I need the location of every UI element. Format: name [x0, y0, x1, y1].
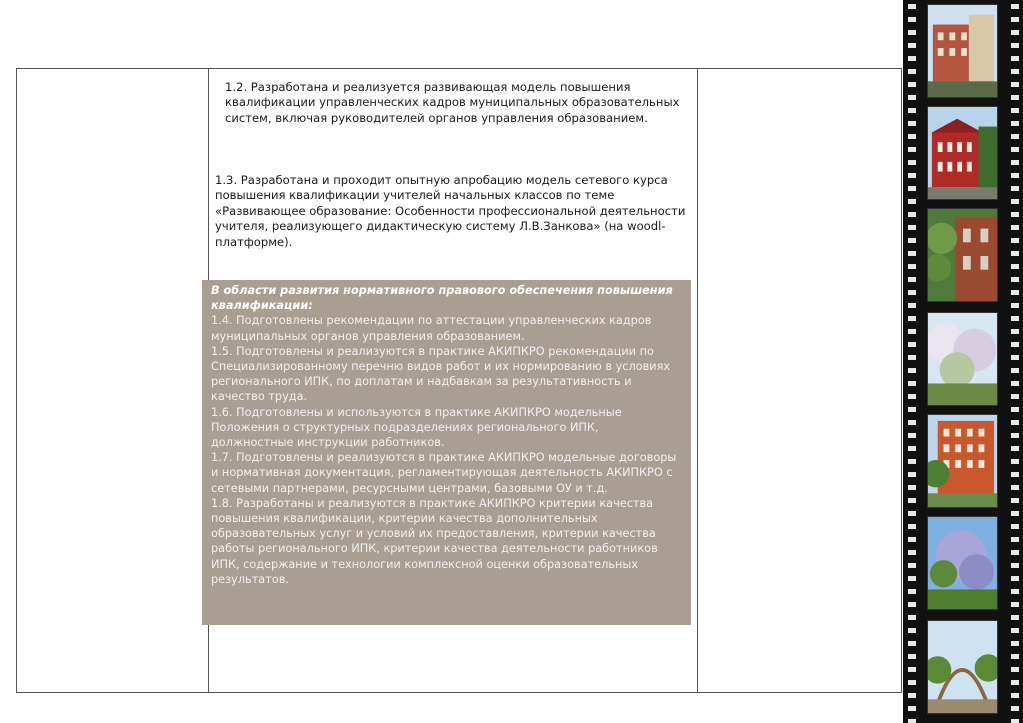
institute-building-photo — [927, 414, 998, 508]
park-arch-photo — [927, 620, 998, 714]
table-column-divider — [697, 69, 698, 692]
blossom-trees-photo — [927, 312, 998, 406]
list-item: 1.7. Подготовлены и реализуются в практике АКИПКРО модельные договоры и нормативная документация, регламентирующая деятельность АКИПКРО с сетевыми партнерами, ресурсными центрами, базовыми ОУ и т.д. — [211, 451, 677, 495]
lilac-tree-photo — [927, 516, 998, 610]
filmstrip — [903, 0, 1023, 723]
list-item: 1.8. Разработаны и реализуются в практике АКИПКРО критерии качества повышения квалификации, критерии качества дополнительных образовательных услуг и условий их предоставления, критерии качества работы регионального ИПК, критерии качества деятельности работников ИПК, содержание и технологии комплексной оценки образовательных результатов. — [211, 496, 658, 586]
film-sprockets — [1011, 0, 1019, 723]
list-item: 1.5. Подготовлены и реализуются в практике АКИПКРО рекомендации по Специализированному перечню видов работ и их нормированию в условиях регионального ИПК, по доплатам и надбавкам за результативность и качество труда. — [211, 344, 671, 404]
list-item: 1.4. Подготовлены рекомендации по аттестации управленческих кадров муниципальных органов управления образованием. — [211, 314, 652, 343]
item-1-2-text: 1.2. Разработана и реализуется развивающая модель повышения квалификации управленческих кадров муниципальных образовательных систем, включая руководителей органов управления образованием. — [225, 80, 680, 125]
brick-building-photo — [927, 208, 998, 302]
item-1-3-text: 1.3. Разработана и проходит опытную апробацию модель сетевого курса повышения квалификации учителей начальных классов по теме «Развивающее образование: Особенности профессиональной деятельности учителя, реализующего дидактическую систему Л.В.Занкова» (на woodl-платформе). — [215, 173, 686, 249]
building-photo — [927, 4, 998, 98]
film-sprockets — [908, 0, 916, 723]
regulatory-section — [202, 280, 691, 625]
red-building-photo — [927, 106, 998, 200]
list-item: 1.6. Подготовлены и используются в практике АКИПКРО модельные Положения о структурных подразделениях регионального ИПК, должностные инструкции работников. — [211, 405, 622, 450]
section-heading: В области развития нормативного правового обеспечения повышения квалификации: — [211, 284, 673, 313]
